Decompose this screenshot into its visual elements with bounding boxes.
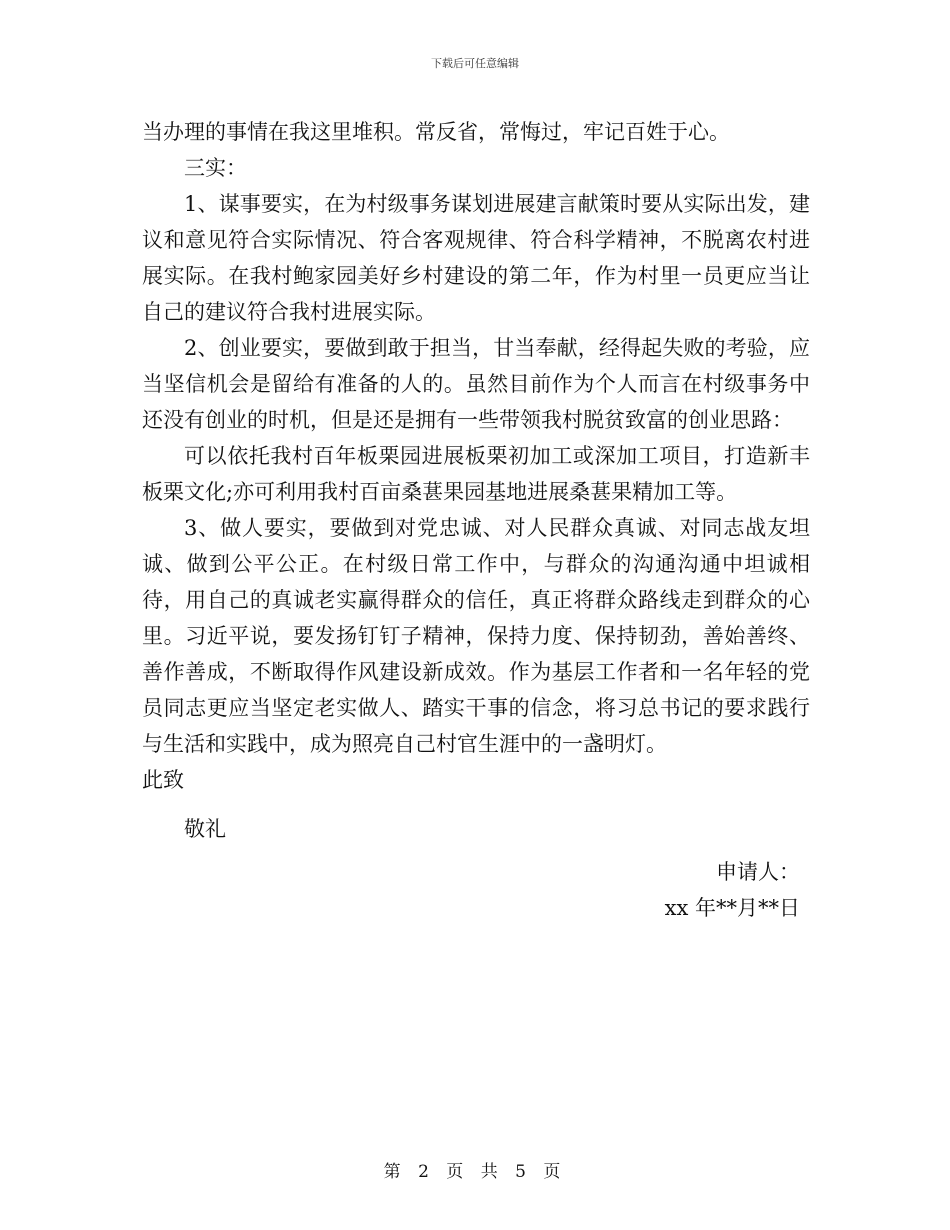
page-footer: 第 2 页 共 5 页 [383,1162,567,1182]
paragraph-3: 1、谋事要实，在为村级事务谋划进展建言献策时要从实际出发，建议和意见符合实际情况、符合客观规律、符合科学精神，不脱离农村进展实际。在我村鲍家园美好乡村建设的第二年，作为村里一员更应当让自己的建议符合我村进展实际。 [142,192,810,324]
paragraph-5: 可以依托我村百年板栗园进展板栗初加工或深加工项目，打造新丰板栗文化;亦可利用我村百亩桑葚果园基地进展桑葚果精加工等。 [142,444,810,504]
page-header: 下载后可任意编辑 [431,57,519,70]
applicant-label: 申请人： [716,860,800,884]
paragraph-6: 3、做人要实，要做到对党忠诚、对人民群众真诚、对同志战友坦诚、做到公平公正。在村级日常工作中，与群众的沟通沟通中坦诚相待，用自己的真诚老实赢得群众的信任，真正将群众路线走到群众的心里。习近平说，要发扬钉钉子精神，保持力度、保持韧劲，善始善终、善作善成，不断取得作风建设新成效。作为基层工作者和一名年轻的党员同志更应当坚定老实做人、踏实干事的信念，将习总书记的要求践行与生活和实践中，成为照亮自己村官生涯中的一盏明灯。 [142,516,810,756]
document-body [142,114,810,926]
date-line: xx 年**月**日 [664,896,800,920]
closing-text: 此致 [142,768,184,792]
section-heading: 三实： [184,156,247,180]
regards-text: 敬礼 [184,817,226,841]
paragraph-4: 2、创业要实，要做到敢于担当，甘当奉献，经得起失败的考验，应当坚信机会是留给有准备的人的。虽然目前作为个人而言在村级事务中还没有创业的时机，但是还是拥有一些带领我村脱贫致富的创业思路： [142,336,810,432]
paragraph-1: 当办理的事情在我这里堆积。常反省，常悔过，牢记百姓于心。 [142,120,730,144]
